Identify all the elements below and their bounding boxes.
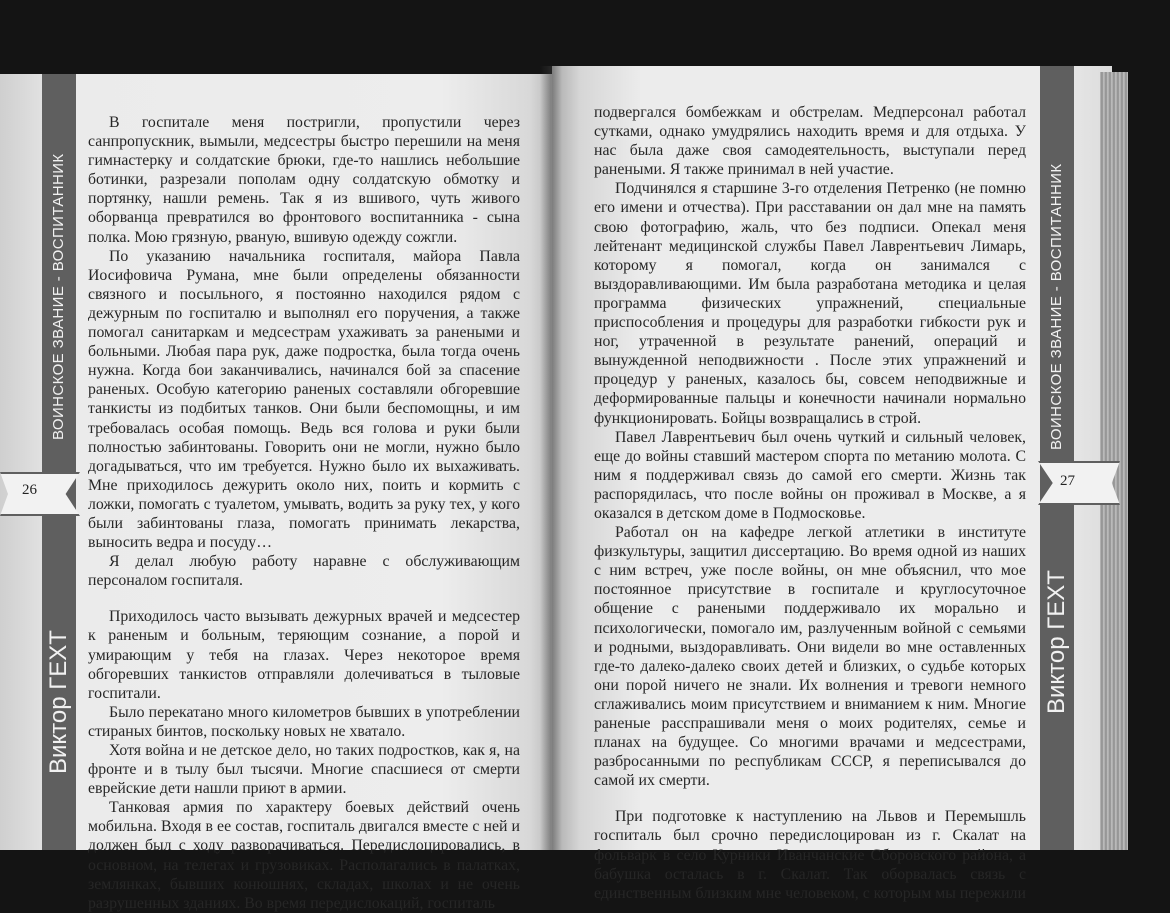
left-series-title: ВОИНСКОЕ ЗВАНИЕ - ВОСПИТАННИК [50,153,67,441]
book-gutter [540,66,562,850]
paragraph: Работал он на кафедре легкой атлетики в институте физкультуры, защитил диссертацию. Во время одной из наших с ним встреч, уже после войны, он мне объяснил, что мое постоянное присутствие в госпитале и круглосуточное общение с ранеными поддерживало их морально и психологически, помогало им, разлученным войной с семьями и родными, выздоравливать. Они видели во мне оставленных где-то далеко-далеко своих детей и близких, о судьбе которых они порой ничего не знали. Их волнения и тревоги немного сглаживались моим присутствием и вниманием к ним. Многие раненые расспрашивали меня о моих родителях, семье и планах на будущее. Со многими врачами и медсестрами, разбросанными по республикам СССР, я переписывался до самой их смерти. [594,524,1026,790]
right-page-number: 27 [1060,473,1075,489]
paragraph: При подготовке к наступлению на Львов и Перемышль госпиталь был срочно передислоцирован из г. Скалат на фольварк в село Курники Иванчанские Сборовского района, а бабушка осталась в г. Скалат. Так оборвалась связь с единственным близким мне человеком, с которым мы пережили [594,808,1026,902]
paragraph: Приходилось часто вызывать дежурных врачей и медсестер к раненым и больным, теряющим сознание, а порой и умирающим у тебя на глазах. Через некоторое время обгоревших танкистов отправляли долечиваться в тыловые госпитали. [88,608,520,702]
paragraph: подвергался бомбежкам и обстрелам. Медперсонал работал сутками, однако умудрялись находить время и для отдыха. У нас была даже своя самодеятельность, выступали перед ранеными. Я также принимал в ней участие. [594,104,1026,179]
paragraph: Хотя война и не детское дело, но таких подростков, как я, на фронте и в тылу был тысячи. Многие спасшиеся от смерти еврейские дети нашли приют в армии. [88,742,520,798]
right-margin-band [1040,66,1074,850]
right-page-text [594,103,1026,903]
right-author-name: Виктор ГЕХТ [1043,570,1070,714]
paragraph: Было перекатано много километров бывших в употреблении стираных бинтов, поскольку новых не хватало. [88,703,520,740]
paragraph: Подчинялся я старшине 3-го отделения Петренко (не помню его имени и отчества). При расставании он дал мне на память свою фотографию, жаль, что без подписи. Опекал меня лейтенант медицинской службы Павел Лаврентьевич Лимарь, которому я помогал, когда он занимался с выздоравливающими. Им была разработана методика и целая программа физических упражнений, специальные приспособления и процедуры для разработки гибкости рук и ног, утраченной в результате ранений, операций и вынужденной неподвижности . После этих упражнений и процедур у раненых, казалось бы, совсем неподвижные и деформированные пальцы и конечности начинали нормально функционировать. Бойцы возвращались в строй. [594,180,1026,427]
paragraph: Павел Лаврентьевич был очень чуткий и сильный человек, еще до войны ставший мастером спорта по метанию молота. С ним я поддерживал связь до самой его смерти. Жизнь так распорядилась, что после войны он проживал в Москве, а я оказался в детском доме в Подмосковье. [594,428,1026,522]
paragraph: По указанию начальника госпиталя, майора Павла Иосифовича Румана, мне были определены обязанности связного и посыльного, я постоянно находился рядом с дежурным по госпиталю и выполнял его поручения, а также помогал санитаркам и медсестрам ухаживать за ранеными и больными. Любая пара рук, даже подростка, была тогда очень нужна. Когда бои заканчивались, начинался бой за спасение раненых. Особую категорию раненых составляли обгоревшие танкисты из подбитых танков. Они были беспомощны, и им требовалась особая помощь. Ведь вся голова и руки были полностью забинтованы. Говорить они не могли, нужно было догадываться, что им требуется. Нужно было их выхаживать. Мне приходилось дежурить около них, поить и кормить с ложки, помогать с туалетом, умывать, водить за руку тех, у кого были забинтованы глаза, помогать принимать лекарства, выносить ведра и посуду… [88,247,520,552]
paragraph: Танковая армия по характеру боевых действий очень мобильна. Входя в ее состав, госпиталь двигался вместе с ней и должен был с ходу разворачиваться. Передислоцировались, в основном, на телегах и грузовиках. Располагались в палатках, землянках, бывших конюшнях, складах, школах и не очень разрушенных зданиях. Во время передислокаций, госпиталь [88,799,520,912]
paragraph: Я делал любую работу наравне с обслуживающим персоналом госпиталя. [88,553,520,590]
left-author-name: Виктор ГЕХТ [45,630,72,774]
left-page-number: 26 [22,482,37,498]
right-series-title: ВОИНСКОЕ ЗВАНИЕ - ВОСПИТАННИК [1048,163,1065,451]
paragraph: В госпитале меня постригли, пропустили через санпропускник, вымыли, медсестры быстро перешили на меня гимнастерку и солдатские брюки, где-то нашлись небольшие ботинки, разрезали пополам одну солдатскую обмотку и портянку, нашли ремень. Так я из вшивого, чуть живого оборванца превратился во фронтового воспитанника - сына полка. Мою грязную, рваную, вшивую одежду сожгли. [88,114,520,246]
left-page-text [88,113,520,913]
left-margin-band [42,74,76,850]
